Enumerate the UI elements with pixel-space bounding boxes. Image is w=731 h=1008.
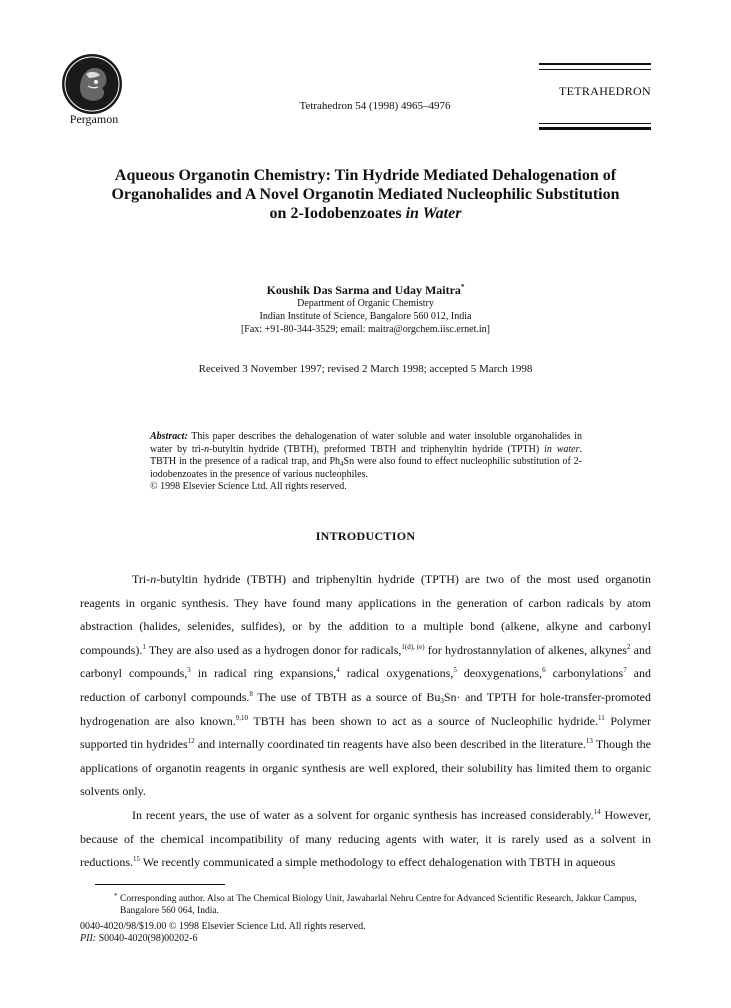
abstract — [150, 431, 582, 494]
text-run: and internally coordinated tin reagents have also been described in the literature. — [194, 737, 586, 752]
text-run: However, because of the chemical incompatibility of many reducing agents with water, it is rarely used as a solvent in reductions. — [80, 807, 651, 870]
text-run: in radical ring expansions, — [190, 666, 337, 681]
citation-superscript: 1 — [142, 642, 146, 651]
abstract-text: This paper describes the dehalogenation of water soluble and water insoluble organohalides in water by tri- — [150, 431, 582, 455]
footnote-text: Corresponding author. Also at The Chemical Biology Unit, Jawaharlal Nehru Centre for Advanced Scientific Research, Jakkur Campus, Bangalore 560 064, India. — [120, 894, 637, 916]
journal-name: TETRAHEDRON — [559, 84, 651, 98]
body-text — [80, 568, 651, 875]
citation-superscript: 8 — [249, 689, 253, 698]
text-run: radical oxygenations, — [339, 666, 454, 681]
citation-superscript: 2 — [626, 642, 631, 651]
text-run: Tri- — [132, 572, 151, 586]
title-line — [60, 204, 671, 223]
publisher-name: Pergamon — [69, 112, 119, 126]
text-run: for hydrostannylation of alkenes, alkynes — [424, 642, 627, 657]
citation-superscript: 4 — [336, 666, 340, 675]
journal-citation: Tetrahedron 54 (1998) 4965–4976 — [299, 100, 451, 112]
authors — [60, 283, 671, 298]
affiliation-institute: Indian Institute of Science, Bangalore 560 012, India — [259, 311, 472, 322]
text-run: Though the applications of organotin reagents in organic synthesis are well explored, their solubility has limited them to organic solvents only. — [80, 737, 651, 799]
text-run: The use of TBTH as a source of Bu — [252, 689, 441, 704]
citation-superscript: 15 — [133, 855, 140, 864]
abstract-text: Sn were also found to effect nucleophilic substitution of 2-iodobenzoates in the presence of various nucleophiles. — [150, 456, 582, 480]
citation-superscript: 7 — [623, 666, 627, 675]
text-run: carbonylations — [545, 666, 624, 681]
abstract-italic: n — [204, 443, 210, 455]
affiliation-department: Department of Organic Chemistry — [297, 298, 434, 309]
italic-text: n — [150, 572, 157, 586]
text-run: Sn· and TPTH for hole-transfer-promoted hydrogenation are also known. — [80, 689, 652, 728]
body-paragraph — [80, 804, 651, 875]
title-line: Organohalides and A Novel Organotin Mediated Nucleophilic Substitution — [111, 186, 620, 203]
affiliation-contact: [Fax: +91-80-344-3529; email: maitra@orgchem.iisc.ernet.in] — [240, 324, 491, 335]
text-run: We recently communicated a simple methodology to effect dehalogenation with TBTH in aqueous — [140, 855, 616, 870]
text-run: and carbonyl compounds, — [80, 642, 652, 681]
pii-line — [80, 933, 640, 945]
text-run: Polymer supported tin hydrides — [80, 713, 651, 752]
abstract-copyright: © 1998 Elsevier Science Ltd. All rights reserved. — [150, 481, 347, 493]
citation-superscript: 13 — [585, 737, 593, 746]
citation-superscript: 6 — [542, 666, 546, 675]
title-text: on 2-Iodobenzoates — [269, 205, 406, 222]
abstract-text: -butyltin hydride (TBTH), preformed TBTH and triphenyltin hydride (TPTH) — [209, 443, 545, 455]
pii-value: S0040-4020(98)00202-6 — [96, 933, 198, 944]
title-line: Aqueous Organotin Chemistry: Tin Hydride Mediated Dehalogenation of — [114, 167, 617, 184]
pii-label: PII: — [80, 933, 97, 944]
received-dates: Received 3 November 1997; revised 2 March 1998; accepted 5 March 1998 — [198, 363, 533, 375]
footnote-mark: * — [114, 892, 118, 900]
text-run: and reduction of carbonyl compounds. — [80, 666, 652, 704]
footnote-rule — [95, 884, 225, 885]
text-run: TBTH has been shown to act as a source of Nucleophilic hydride. — [248, 713, 598, 728]
abstract-italic: in water — [544, 443, 580, 455]
title-italic: in Water — [405, 205, 462, 222]
article-title — [60, 166, 671, 223]
text-run: In recent years, the use of water as a solvent for organic synthesis has increased considerably. — [132, 807, 594, 822]
publisher-logo — [60, 52, 124, 116]
abstract-text: . TBTH in the presence of a radical trap, and Ph — [150, 443, 582, 468]
header-rule-top — [539, 63, 651, 65]
footnote — [114, 892, 650, 917]
header-rule-bottom-thin — [539, 123, 651, 124]
citation-superscript: 3 — [187, 666, 191, 675]
text-run: They are also used as a hydrogen donor for radicals, — [145, 642, 402, 657]
section-heading: INTRODUCTION — [315, 529, 416, 543]
author-names: Koushik Das Sarma and Uday Maitra — [266, 283, 461, 297]
citation-superscript: 9,10 — [235, 713, 249, 722]
body-paragraph — [80, 568, 651, 804]
citation-superscript: 5 — [453, 666, 457, 675]
citation-superscript: 12 — [187, 737, 195, 746]
text-run: -butyltin hydride (TBTH) and triphenyltin hydride (TPTH) are two of the most used organotin reagents in organic synthesis. They have found many applications in the generation of carbon radicals by atom abstraction (halides, selenides, sulfides), or by the addition to a multiple bond (alkene, alkyne and carbonyl compounds). — [80, 572, 651, 657]
issn-line: 0040-4020/98/$19.00 © 1998 Elsevier Science Ltd. All rights reserved. — [80, 921, 366, 932]
header-rule-top-thin — [539, 69, 651, 70]
citation-superscript: 11 — [597, 713, 605, 722]
citation-superscript: 14 — [593, 807, 601, 816]
abstract-subscript: 4 — [340, 460, 344, 469]
header-rule-bottom — [539, 127, 651, 130]
subscript: 3 — [440, 696, 444, 705]
issn-block — [80, 921, 640, 945]
citation-superscript: 1(d), (e) — [401, 642, 425, 651]
abstract-label: Abstract: — [150, 431, 188, 442]
corresponding-mark: * — [460, 283, 465, 291]
text-run: deoxygenations, — [456, 666, 543, 681]
